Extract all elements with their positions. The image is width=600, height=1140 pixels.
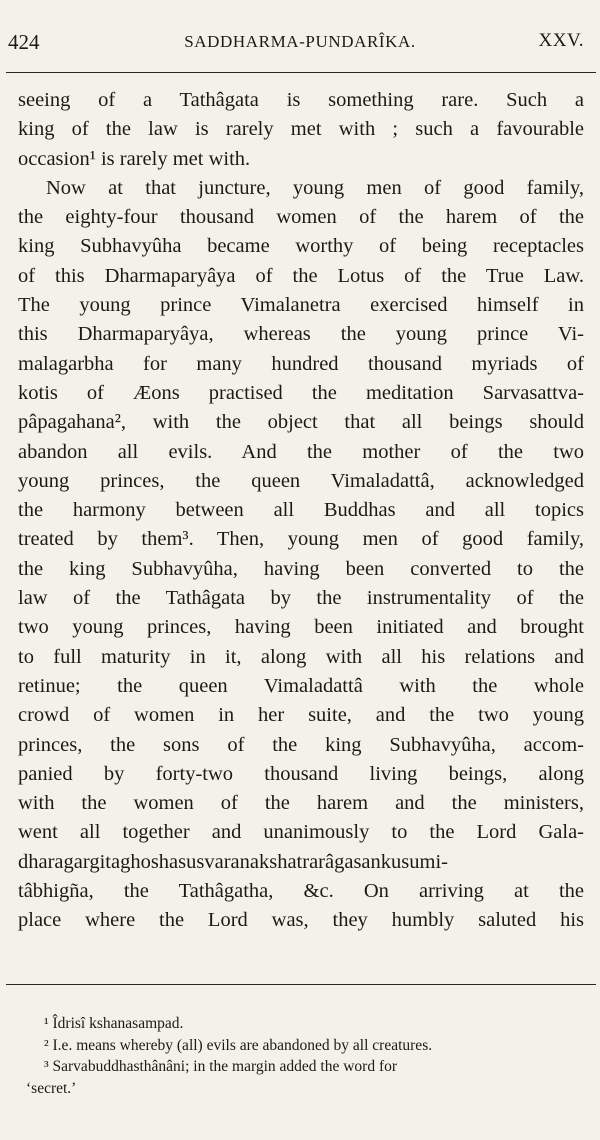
header-rule <box>6 72 596 73</box>
body-line: occasion¹ is rarely met with. <box>18 147 251 170</box>
footnotes <box>26 1013 584 1099</box>
body-line: this Dharmaparyâya, whereas the young prince Vi- <box>18 323 584 346</box>
body-line: tâbhigña, the Tathâgatha, &c. On arriving at the <box>18 880 584 903</box>
body-line: Now at that juncture, young men of good family, <box>46 176 584 199</box>
footnote-continuation: ‘secret.’ <box>26 1079 77 1097</box>
body-line: law of the Tathâgata by the instrumentality of the <box>18 587 584 610</box>
body-line: to full maturity in it, along with all his relations and <box>18 645 584 668</box>
body-line: seeing of a Tathâgata is something rare. Such a <box>18 89 584 111</box>
body-line: young princes, the queen Vimaladattâ, acknowledged <box>18 469 584 492</box>
body-line: malagarbha for many hundred thousand myriads of <box>18 352 584 375</box>
body-line: retinue; the queen Vimaladattâ with the whole <box>18 674 584 697</box>
body-line: pâpagahana², with the object that all beings should <box>18 411 584 434</box>
body-line: place where the Lord was, they humbly saluted his <box>18 909 584 932</box>
body-line: king of the law is rarely met with ; such a favourable <box>18 118 584 141</box>
footnote: ¹ Îdrisî kshanasampad. <box>44 1015 184 1032</box>
body-line: with the women of the harem and the ministers, <box>18 792 584 815</box>
page-number: 424 <box>8 30 40 54</box>
body-text <box>18 86 584 936</box>
body-line: two young princes, having been initiated and brought <box>18 616 584 639</box>
body-line: treated by them³. Then, young men of good family, <box>18 528 584 551</box>
body-line: king Subhavyûha became worthy of being receptacles <box>18 235 584 258</box>
footnote: ² I.e. means whereby (all) evils are abandoned by all creatures. <box>44 1036 433 1054</box>
body-line: panied by forty-two thousand living beings, along <box>18 762 584 785</box>
body-line: the king Subhavyûha, having been converted to the <box>18 557 584 580</box>
body-line: the eighty-four thousand women of the harem of the <box>18 206 584 229</box>
body-line: crowd of women in her suite, and the two young <box>18 704 584 727</box>
body-line: princes, the sons of the king Subhavyûha, accom- <box>18 733 584 756</box>
body-line: went all together and unanimously to the Lord Gala- <box>18 821 584 844</box>
body-line: of this Dharmaparyâya of the Lotus of the True Law. <box>18 264 584 287</box>
chapter-number: XXV. <box>538 30 584 51</box>
body-line: abandon all evils. And the mother of the two <box>18 440 584 463</box>
running-title: SADDHARMA-PUNDARÎKA. <box>184 32 416 51</box>
body-line: kotis of Æons practised the meditation Sarvasattva- <box>18 381 584 404</box>
body-line: The young prince Vimalanetra exercised himself in <box>18 294 584 317</box>
footnote-rule <box>6 984 596 985</box>
body-line: dharagargitaghoshasusvaranakshatrarâgasankusumi- <box>18 850 448 873</box>
body-line: the harmony between all Buddhas and all topics <box>18 499 584 522</box>
running-header <box>0 30 600 62</box>
footnote: ³ Sarvabuddhasthânâni; in the margin added the word for <box>44 1058 398 1075</box>
